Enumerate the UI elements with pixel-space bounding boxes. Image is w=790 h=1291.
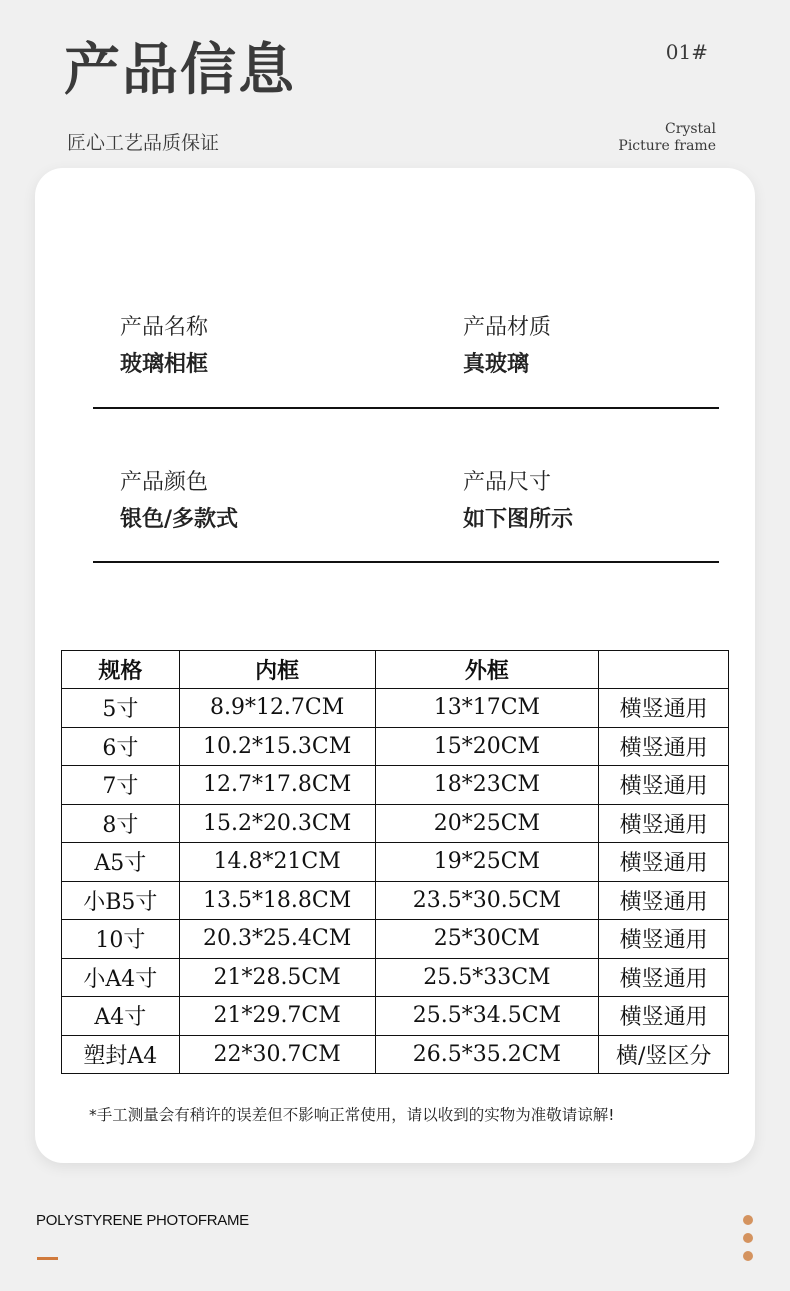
- info-value: 真玻璃: [463, 351, 530, 377]
- cell-spec: A5寸: [62, 843, 180, 882]
- cell-inner: 21*28.5CM: [179, 958, 375, 997]
- cell-outer: 25*30CM: [375, 920, 599, 959]
- info-value: 如下图所示: [463, 506, 574, 532]
- info-color: [120, 465, 238, 537]
- info-value: 玻璃相框: [120, 351, 209, 377]
- cell-orientation: 横竖通用: [599, 920, 729, 959]
- table-row: [62, 804, 729, 843]
- cell-spec: 小A4寸: [62, 958, 180, 997]
- more-dots-icon: [743, 1215, 753, 1269]
- cell-spec: 10寸: [62, 920, 180, 959]
- cell-orientation: 横竖通用: [599, 958, 729, 997]
- cell-outer: 25.5*34.5CM: [375, 997, 599, 1036]
- table-row: [62, 881, 729, 920]
- header-orientation: [599, 651, 729, 689]
- cell-orientation: 横竖通用: [599, 843, 729, 882]
- info-size: [463, 465, 573, 537]
- cell-inner: 21*29.7CM: [179, 997, 375, 1036]
- info-value: 银色/多款式: [120, 506, 239, 532]
- footer-accent-dash: [37, 1257, 58, 1260]
- cell-spec: A4寸: [62, 997, 180, 1036]
- page-title: 产品信息: [64, 37, 296, 103]
- footer-title: POLYSTYRENE PHOTOFRAME: [36, 1212, 249, 1229]
- header-outer: 外框: [375, 651, 599, 689]
- page-subtitle: 匠心工艺品质保证: [67, 132, 220, 154]
- cell-outer: 23.5*30.5CM: [375, 881, 599, 920]
- info-label: 产品材质: [463, 315, 552, 340]
- cell-spec: 7寸: [62, 766, 180, 805]
- table-row: [62, 1035, 729, 1074]
- info-label: 产品颜色: [120, 470, 209, 495]
- info-material: [463, 310, 551, 382]
- cell-outer: 19*25CM: [375, 843, 599, 882]
- table-row: [62, 766, 729, 805]
- cell-inner: 8.9*12.7CM: [179, 689, 375, 728]
- english-caption: [618, 121, 716, 155]
- cell-orientation: 横竖通用: [599, 766, 729, 805]
- cell-spec: 6寸: [62, 727, 180, 766]
- size-table: [61, 650, 729, 1074]
- cell-orientation: 横竖通用: [599, 881, 729, 920]
- cell-outer: 26.5*35.2CM: [375, 1035, 599, 1074]
- cell-spec: 8寸: [62, 804, 180, 843]
- cell-orientation: 横竖通用: [599, 804, 729, 843]
- divider: [93, 561, 719, 563]
- table-header-row: [62, 651, 729, 689]
- cell-inner: 20.3*25.4CM: [179, 920, 375, 959]
- english-line-1: Crystal: [665, 121, 716, 137]
- product-code: 01#: [665, 40, 708, 64]
- english-line-2: Picture frame: [618, 138, 716, 154]
- table-row: [62, 997, 729, 1036]
- info-name: [120, 310, 208, 382]
- table-row: [62, 920, 729, 959]
- cell-outer: 15*20CM: [375, 727, 599, 766]
- cell-outer: 25.5*33CM: [375, 958, 599, 997]
- table-row: [62, 727, 729, 766]
- info-label: 产品尺寸: [463, 470, 552, 495]
- cell-outer: 20*25CM: [375, 804, 599, 843]
- cell-inner: 13.5*18.8CM: [179, 881, 375, 920]
- cell-inner: 14.8*21CM: [179, 843, 375, 882]
- cell-inner: 15.2*20.3CM: [179, 804, 375, 843]
- cell-spec: 5寸: [62, 689, 180, 728]
- info-card: [35, 168, 755, 1163]
- cell-spec: 塑封A4: [62, 1035, 180, 1074]
- cell-spec: 小B5寸: [62, 881, 180, 920]
- cell-outer: 13*17CM: [375, 689, 599, 728]
- cell-inner: 10.2*15.3CM: [179, 727, 375, 766]
- table-row: [62, 958, 729, 997]
- cell-orientation: 横竖通用: [599, 727, 729, 766]
- cell-inner: 12.7*17.8CM: [179, 766, 375, 805]
- header-inner: 内框: [179, 651, 375, 689]
- info-label: 产品名称: [120, 315, 209, 340]
- table-row: [62, 689, 729, 728]
- cell-orientation: 横/竖区分: [599, 1035, 729, 1074]
- cell-orientation: 横竖通用: [599, 997, 729, 1036]
- cell-orientation: 横竖通用: [599, 689, 729, 728]
- divider: [93, 407, 719, 409]
- cell-inner: 22*30.7CM: [179, 1035, 375, 1074]
- disclaimer-note: *手工测量会有稍许的误差但不影响正常使用，请以收到的实物为准敬请谅解!: [89, 1106, 615, 1124]
- cell-outer: 18*23CM: [375, 766, 599, 805]
- table-row: [62, 843, 729, 882]
- header-spec: 规格: [62, 651, 180, 689]
